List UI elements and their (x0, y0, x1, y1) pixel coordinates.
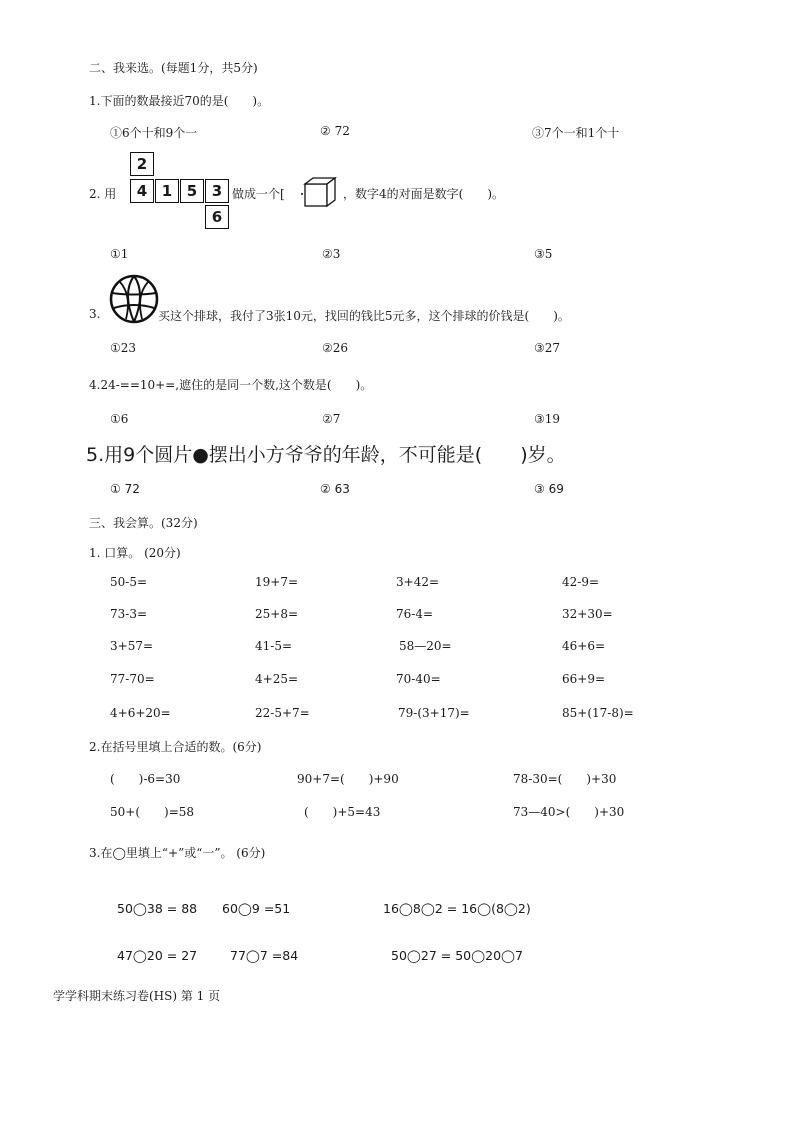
calc-r4-c3: 70-40= (396, 672, 441, 686)
q2-option-3: ③5 (534, 247, 553, 261)
q2-option-2: ②3 (322, 247, 341, 261)
q2-option-1: ①1 (110, 247, 129, 261)
calc-r5-c4: 85+(17-8)= (562, 706, 634, 720)
calc-r3-c1: 3+57= (110, 639, 154, 653)
q5-option-3: ③ 69 (534, 482, 564, 496)
section2-title: 二、我来选。(每题1分，共5分) (89, 61, 258, 75)
q3-option-3: ③27 (534, 341, 561, 355)
q5-option-1: ① 72 (110, 482, 140, 496)
fill-r2-c2: ( )+5=43 (304, 805, 381, 819)
q1-option-2: ② 72 (320, 124, 350, 138)
q4-stem: 4.24-==10+=,遮住的是同一个数,这个数是( )。 (89, 378, 373, 392)
q4-option-1: ①6 (110, 412, 129, 426)
q3-option-1: ①23 (110, 341, 137, 355)
fill-r2-c3: 73—40>( )+30 (513, 805, 625, 819)
calc-r4-c2: 4+25= (255, 672, 299, 686)
q1-option-1: ①6个十和9个一 (110, 126, 198, 140)
net-cell-top: 2 (130, 152, 154, 176)
calc-r3-c4: 46+6= (562, 639, 606, 653)
calc-r1-c4: 42-9= (562, 575, 600, 589)
net-cell-row-4: 3 (205, 179, 229, 203)
q3-option-2: ②26 (322, 341, 349, 355)
q1-option-3: ③7个一和1个十 (532, 126, 620, 140)
sign-r2-c2: 77◯7 =84 (230, 948, 299, 963)
calc-r2-c2: 25+8= (255, 607, 299, 621)
net-cell-row-2: 1 (155, 179, 179, 203)
q2-prefix: 2. 用 (89, 187, 117, 201)
sign-r1-c1: 50◯38 = 88 (117, 901, 198, 916)
sign-r2-c1: 47◯20 = 27 (117, 948, 198, 963)
calc-r1-c2: 19+7= (255, 575, 299, 589)
sign-r1-c3: 16◯8◯2 = 16◯(8◯2) (383, 901, 531, 916)
calc-r1-c3: 3+42= (396, 575, 440, 589)
q2-suffix: ，数字4的对面是数字( )。 (343, 187, 504, 201)
calc-r3-c3: 58—20= (399, 639, 452, 653)
q3-stem: 买这个排球，我付了3张10元，找回的钱比5元多，这个排球的价钱是( )。 (158, 309, 570, 323)
fill-r2-c1: 50+( )=58 (110, 805, 195, 819)
q4-option-2: ②7 (322, 412, 341, 426)
cube-icon (300, 176, 342, 208)
sign-r1-c2: 60◯9 =51 (222, 901, 291, 916)
calc-r4-c1: 77-70= (110, 672, 155, 686)
q5-option-2: ② 63 (320, 482, 350, 496)
calc-r4-c4: 66+9= (562, 672, 606, 686)
q1-stem: 1.下面的数最接近70的是( )。 (89, 94, 270, 108)
q5-stem: 5.用9个圆片●摆出小方爷爷的年龄，不可能是( )岁。 (86, 444, 566, 466)
net-cell-row-3: 5 (180, 179, 204, 203)
q4-option-3: ③19 (534, 412, 561, 426)
calc-r5-c2: 22-5+7= (255, 706, 310, 720)
fill-r1-c3: 78-30=( )+30 (513, 772, 617, 786)
p1-title: 1. 口算。 (20分) (89, 546, 181, 560)
net-cell-bottom: 6 (205, 205, 229, 229)
calc-r5-c1: 4+6+20= (110, 706, 171, 720)
calc-r5-c3: 79-(3+17)= (398, 706, 470, 720)
q2-mid: 做成一个[ (232, 187, 285, 201)
fill-r1-c1: ( )-6=30 (110, 772, 181, 786)
sign-r2-c3: 50◯27 = 50◯20◯7 (391, 948, 523, 963)
volleyball-icon (108, 273, 160, 325)
calc-r2-c3: 76-4= (396, 607, 434, 621)
fill-r1-c2: 90+7=( )+90 (297, 772, 399, 786)
net-cell-row-1: 4 (130, 179, 154, 203)
page-footer: 学学科期末练习卷(HS) 第 1 页 (53, 989, 221, 1003)
calc-r3-c2: 41-5= (255, 639, 293, 653)
cube-net-diagram (128, 152, 232, 230)
calc-r2-c1: 73-3= (110, 607, 148, 621)
section3-title: 三、我会算。(32分) (89, 516, 198, 530)
calc-r2-c4: 32+30= (562, 607, 613, 621)
q3-number: 3. (89, 307, 101, 321)
p3-title: 3.在◯里填上“+”或“一”。 (6分) (89, 846, 266, 860)
p2-title: 2.在括号里填上合适的数。(6分) (89, 740, 262, 754)
calc-r1-c1: 50-5= (110, 575, 148, 589)
